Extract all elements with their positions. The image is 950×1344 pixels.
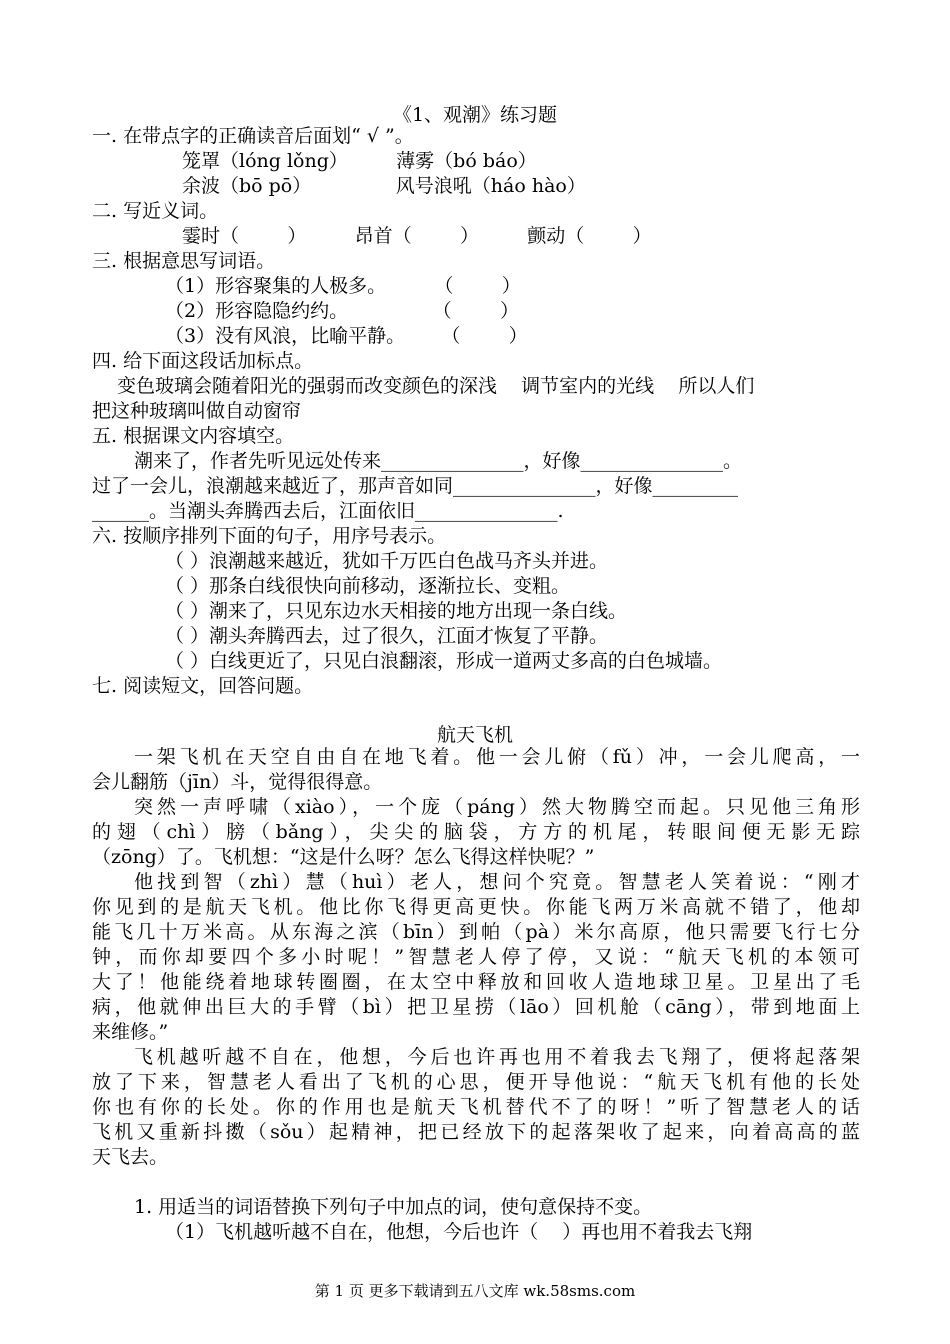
section-3-item: （2）形容隐隐约约。 （ ）	[165, 300, 519, 322]
section-6-item: （ ）浪潮越来越近，犹如千万匹白色战马齐头并进。	[165, 550, 609, 572]
story-line: 天飞去。	[92, 1146, 169, 1168]
story-line: 来维修。”	[92, 1021, 169, 1043]
section-5-line-2: 过了一会儿，浪潮越来越近了，那声音如同_______________，好像_________	[92, 475, 739, 497]
section-6-item: （ ）那条白线很快向前移动，逐渐拉长、变粗。	[165, 575, 571, 597]
section-1-heading: 一. 在带点字的正确读音后面划“ √ ”。	[92, 125, 414, 147]
story-line: 飞机越听越不自在，他想，今后也许再也用不着我去飞翔了，便将起落架	[134, 1046, 860, 1068]
section-5-line-3: ______。当潮头奔腾西去后，江面依旧_______________.	[92, 500, 564, 522]
section-3-item: （1）形容聚集的人极多。 （ ）	[165, 275, 521, 297]
page-footer: 第 1 页 更多下载请到五八文库 wk.58sms.com	[314, 1282, 636, 1300]
story-line: 大了！他能绕着地球转圈圈，在太空中释放和回收人造地球卫星。卫星出了毛	[92, 971, 860, 993]
story-line: 飞机又重新抖擞（sǒu）起精神，把已经放下的起落架收了起来，向着高高的蓝	[92, 1121, 860, 1143]
section-7-heading: 七. 阅读短文，回答问题。	[92, 675, 314, 697]
story-line: 一架飞机在天空自由自在地飞着。他一会儿俯（fǔ）冲，一会儿爬高，一	[134, 746, 860, 768]
question-1: 1. 用适当的词语替换下列句子中加点的词，使句意保持不变。	[134, 1196, 653, 1218]
section-2-row-1: 霎时（ ） 昂首（ ） 颤动（ ）	[182, 225, 652, 247]
story-line: （zōng）了。飞机想：“这是什么呀？怎么飞得这样快呢？”	[92, 846, 595, 868]
question-1-1: （1）飞机越听越不自在，他想，今后也许（ ）再也用不着我去飞翔	[165, 1221, 753, 1243]
story-title: 航天飞机	[436, 724, 513, 746]
story-line: 钟，而你却要四个多小时呢！”智慧老人停了停，又说：“航天飞机的本领可	[92, 946, 860, 968]
section-1-row-2: 余波（bō pō） 风号浪吼（háo hào）	[182, 175, 586, 197]
story-line: 能飞几十万米高。从东海之滨（bīn）到帕（pà）米尔高原，他只需要飞行七分	[92, 921, 860, 943]
page-title: 《1、观潮》练习题	[392, 104, 558, 126]
section-6-item: （ ）潮来了，只见东边水天相接的地方出现一条白线。	[165, 600, 628, 622]
section-3-item: （3）没有风浪，比喻平静。 （ ）	[165, 325, 528, 347]
section-5-heading: 五. 根据课文内容填空。	[92, 425, 295, 447]
story-line: 你见到的是航天飞机。他比你飞得更高更快。你能飞两万米高就不错了，他却	[92, 896, 860, 918]
section-4-heading: 四. 给下面这段话加标点。	[92, 350, 314, 372]
story-line: 放了下来，智慧老人看出了飞机的心思，便开导他说：“航天飞机有他的长处	[92, 1071, 860, 1093]
section-6-item: （ ）潮头奔腾西去，过了很久，江面才恢复了平静。	[165, 625, 609, 647]
section-5-line-1: 潮来了，作者先听见远处传来_______________，好像_______________。	[134, 450, 743, 472]
story-line: 会儿翻筋（jīn）斗，觉得很得意。	[92, 771, 383, 793]
section-2-heading: 二. 写近义词。	[92, 200, 219, 222]
story-line: 他找到智（zhì）慧（huì）老人，想问个究竟。智慧老人笑着说：“刚才	[134, 871, 860, 893]
section-4-line-1: 变色玻璃会随着阳光的强弱而改变颜色的深浅 调节室内的光线 所以人们	[117, 375, 755, 397]
story-line: 病，他就伸出巨大的手臂（bì）把卫星捞（lāo）回机舱（cāng），带到地面上	[92, 996, 860, 1018]
section-4-line-2: 把这种玻璃叫做自动窗帘	[92, 400, 302, 422]
story-line: 突然一声呼啸（xiào），一个庞（páng）然大物腾空而起。只见他三角形	[134, 796, 860, 818]
story-line: 的翅（chì）膀（bǎng），尖尖的脑袋，方方的机尾，转眼间便无影无踪	[92, 821, 860, 843]
section-6-item: （ ）白线更近了，只见白浪翻滚，形成一道两丈多高的白色城墙。	[165, 650, 723, 672]
story-line: 你也有你的长处。你的作用也是航天飞机替代不了的呀！”听了智慧老人的话	[92, 1096, 860, 1118]
section-3-heading: 三. 根据意思写词语。	[92, 250, 276, 272]
section-1-row-1: 笼罩（lóng lǒng） 薄雾（bó báo）	[182, 150, 537, 172]
section-6-heading: 六. 按顺序排列下面的句子，用序号表示。	[92, 525, 447, 547]
